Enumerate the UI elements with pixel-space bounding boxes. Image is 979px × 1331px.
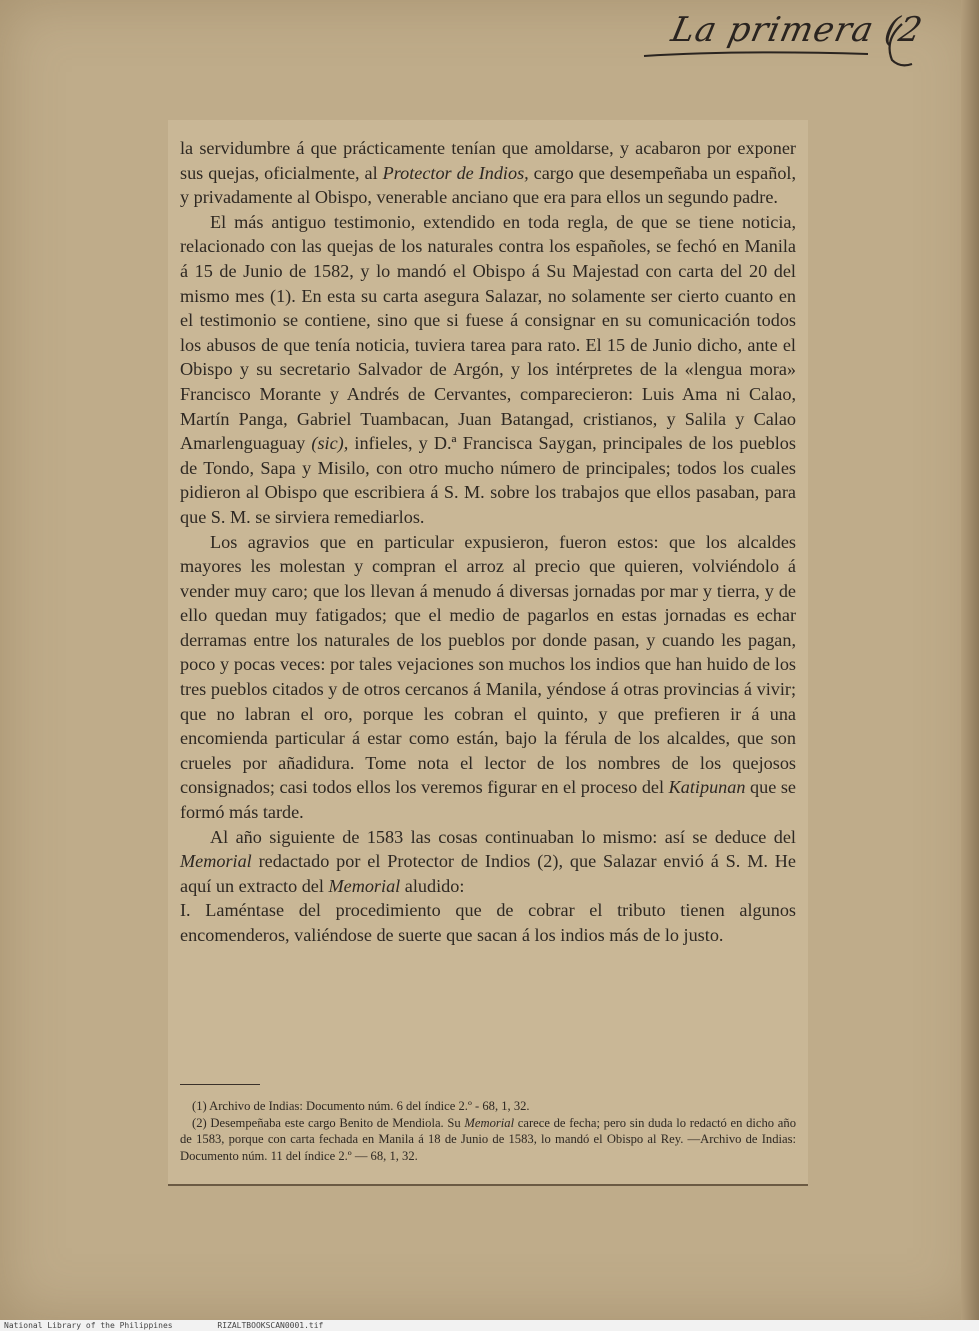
paragraph xyxy=(180,530,796,825)
text-run: que se formó más tarde. xyxy=(180,777,796,823)
paragraph xyxy=(180,825,796,899)
footnote-rule xyxy=(180,1084,260,1085)
text-run: (2) Desempeñaba este cargo Benito de Mendiola. Su xyxy=(192,1115,465,1130)
italic-text: Protector de Indios, xyxy=(382,162,529,183)
text-run: (1) Archivo de Indias: Documento núm. 6 del índice 2.º - 68, 1, 32. xyxy=(192,1099,530,1113)
text-run: Al año siguiente de 1583 las cosas continuaban lo mismo: así se deduce del xyxy=(210,826,796,847)
body-text xyxy=(180,136,796,948)
footnote xyxy=(180,1115,796,1165)
handwritten-annotation xyxy=(640,6,960,68)
text-run: la servidumbre á que prácticamente tenían que amoldarse, y acabaron por exponer sus quejas, oficialmente, al xyxy=(180,138,796,183)
footnote xyxy=(180,1098,796,1115)
paragraph xyxy=(180,898,796,947)
text-run: El más antiguo testimonio, extendido en toda regla, de que se tiene noticia, relacionado con las quejas de los naturales contra los españoles, se fechó en Manila á 15 de Junio de 1582, y lo mandó el Obispo á Su Majestad con carta del 20 del mismo mes (1). En esta su carta asegura Salazar, no solamente ser cierto cuanto en el testimonio se contiene, sino que si fuese á consignar en su comunicación todos los abusos de que tenía noticia, tuviera tarea para rato. El 15 de Junio dicho, ante el Obispo y su secretario Salvador de Argón, y los intérpretes de la «lengua mora» Francisco Morante y Andrés de Cervantes, comparecieron: Luis Ama ni Calao, Martín Panga, Gabriel Tuambacan, Juan Batangad, cristianos, y Salila y Calao Amarlenguaguay xyxy=(180,211,796,454)
text-run: aludido: xyxy=(400,875,465,896)
text-run: carece de fecha; pero sin duda lo redactó en dicho año de 1583, porque con carta fechada en Manila á 18 de Junio de 1583, lo mandó el Obispo al Rey. —Archivo de Indias: Documento núm. 11 del índice 2.º — 68, 1, 32. xyxy=(180,1115,796,1163)
text-run: I. Laméntase del procedimiento que de cobrar el tributo tienen algunos encomenderos, valiéndose de suerte que sacan á los indios más de lo justo. xyxy=(180,900,796,945)
italic-text: Katipunan xyxy=(668,777,746,798)
printed-page xyxy=(168,120,808,1186)
paragraph xyxy=(180,136,796,210)
footnotes xyxy=(180,1098,796,1164)
text-run: Los agravios que en particular expusieron, fueron estos: que los alcaldes mayores les molestan y compran el arroz al precio que quieren, volviéndolo á vender muy caro; que los llevan á menudo á diversas jornadas por mar y tierra, y de ello quedan muy fatigados; que el medio de pagarlos en estas jornadas es echar derramas entre los naturales de los pueblos por donde pasan, y cuando les pagan, poco y pocas veces: por tales vejaciones son muchos los indios que han huido de los tres pueblos citados y de otros cercanos á Manila, yéndose á otras provincias á vivir; que no labran el oro, porque les cobran el quinto, y que prefieren ir á una encomienda particular á estar como están, bajo la férula de los alcaldes, que son crueles por añadidura. Tome nota el lector de los nombres de los quejosos consignados; casi todos ellos los veremos figurar en el proceso del xyxy=(180,531,796,798)
paragraph xyxy=(180,210,796,530)
scan-footer xyxy=(0,1320,979,1331)
italic-text: Memorial xyxy=(464,1115,515,1130)
italic-text: Memorial xyxy=(328,875,401,896)
footer-source: National Library of the Philippines xyxy=(4,1321,173,1330)
text-run: redactado por el Protector de Indios (2), que Salazar envió á S. M. He aquí un extracto del xyxy=(180,851,796,896)
sheet-edge xyxy=(961,0,979,1320)
text-run: infieles, y D.ª Francisca Saygan, principales de los pueblos de Tondo, Sapa y Misilo, con otro mucho número de principales; todos los cuales pidieron al Obispo que escribiera á S. M. sobre los trabajos que ellos pasaban, para que S. M. se sirviera remediarlos. xyxy=(180,433,796,527)
italic-text: (sic), xyxy=(311,433,349,454)
footer-filename: RIZALTBOOKSCAN0001.tif xyxy=(217,1321,324,1330)
annotation-text: La primera (2 xyxy=(667,10,927,50)
italic-text: Memorial xyxy=(180,851,252,872)
text-run: cargo que desempeñaba un español, y privadamente al Obispo, venerable anciano que era para ellos un segundo padre. xyxy=(180,162,797,208)
